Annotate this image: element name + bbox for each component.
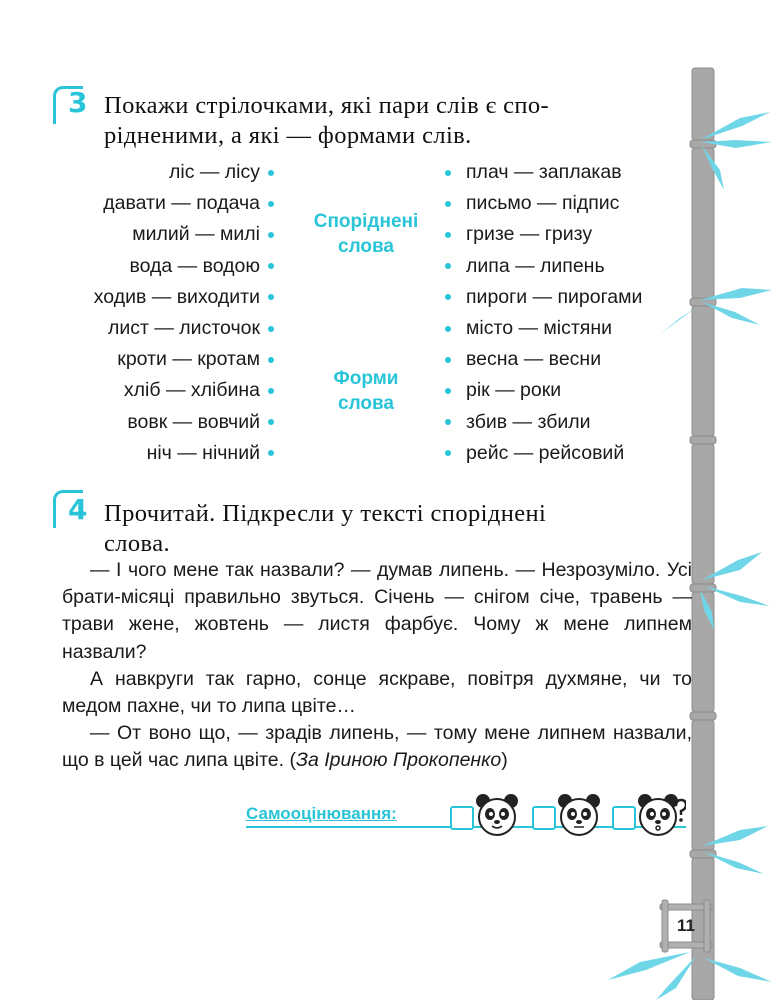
connection-dot[interactable] (445, 170, 451, 176)
task-4-number: 4 (68, 493, 88, 526)
connection-dot[interactable] (445, 419, 451, 425)
self-assessment-checkbox[interactable] (450, 806, 474, 830)
connection-dot[interactable] (445, 294, 451, 300)
reading-text (62, 557, 692, 775)
category-related-words[interactable]: Споріднені слова (313, 211, 419, 257)
word-pair: письмо — підпис (445, 188, 642, 219)
connection-dot[interactable] (445, 201, 451, 207)
word-pair: давати — подача (94, 188, 274, 219)
connection-dot[interactable] (445, 450, 451, 456)
connection-dot[interactable] (268, 450, 274, 456)
word-pair: весна — весни (445, 344, 642, 375)
paragraph: — І чого мене так назвали? — думав липень. — Незрозуміло. Усі брати-місяці правильно звуться. Січень — снігом січе, травень — трави жене, жовтень — листя фарбує. Чому ж мене липнем назвали? (62, 559, 692, 663)
connection-dot[interactable] (268, 326, 274, 332)
task-4-title-line-2: слова. (104, 530, 170, 557)
connection-dot[interactable] (268, 357, 274, 363)
connection-dot[interactable] (445, 263, 451, 269)
word-pair: ходив — виходити (94, 282, 274, 313)
connection-dot[interactable] (268, 294, 274, 300)
self-assessment-label: Самооцінювання: (246, 804, 397, 823)
word-pair: лист — листочок (94, 313, 274, 344)
task-3-title-line-2: рідненими, а які — формами слів. (104, 122, 472, 149)
word-pair: збив — збили (445, 407, 642, 438)
word-pair: рейс — рейсовий (445, 438, 642, 469)
connection-dot[interactable] (268, 170, 274, 176)
word-pair: ліс — лісу (94, 157, 274, 188)
task-3-title-line-1: Покажи стрілочками, які пари слів є спо- (104, 92, 550, 119)
word-pair: хліб — хлібина (94, 375, 274, 406)
word-pair: липа — липень (445, 251, 642, 282)
word-pair: вода — водою (94, 251, 274, 282)
word-pair: плач — заплакав (445, 157, 642, 188)
panda-face-question-icon (636, 792, 686, 838)
paragraph: — От воно що, — зрадів липень, — тому мене липнем назвали, що в цей час липа цвіте. (За Іриною Прокопенко) (62, 722, 692, 772)
left-word-pairs (94, 157, 274, 469)
panda-face-icon (556, 792, 602, 838)
connection-dot[interactable] (268, 232, 274, 238)
word-pair: кроти — кротам (94, 344, 274, 375)
page-number: 11 (677, 916, 695, 935)
connection-dot[interactable] (268, 419, 274, 425)
task-3-number: 3 (68, 86, 88, 119)
connection-dot[interactable] (445, 357, 451, 363)
connection-dot[interactable] (268, 201, 274, 207)
word-pair: ніч — нічний (94, 438, 274, 469)
right-word-pairs (445, 157, 642, 469)
task-4-title-line-1: Прочитай. Підкресли у тексті споріднені (104, 500, 547, 527)
category-word-forms[interactable]: Форми слова (333, 368, 399, 414)
word-pair: рік — роки (445, 375, 642, 406)
connection-dot[interactable] (268, 263, 274, 269)
connection-dot[interactable] (445, 326, 451, 332)
attribution: За Іриною Прокопенко (295, 749, 502, 772)
panda-face-icon (474, 792, 520, 838)
self-assessment-checkbox[interactable] (612, 806, 636, 830)
paragraph: А навкруги так гарно, сонце яскраве, повітря духмяне, чи то медом пахне, чи то липа цвіте… (62, 667, 692, 718)
word-pair: гризе — гризу (445, 219, 642, 250)
connection-dot[interactable] (445, 232, 451, 238)
word-pair: місто — містяни (445, 313, 642, 344)
self-assessment-checkbox[interactable] (532, 806, 556, 830)
word-pair: милий — милі (94, 219, 274, 250)
word-pair: пироги — пирогами (445, 282, 642, 313)
connection-dot[interactable] (445, 388, 451, 394)
connection-dot[interactable] (268, 388, 274, 394)
word-pair: вовк — вовчий (94, 407, 274, 438)
